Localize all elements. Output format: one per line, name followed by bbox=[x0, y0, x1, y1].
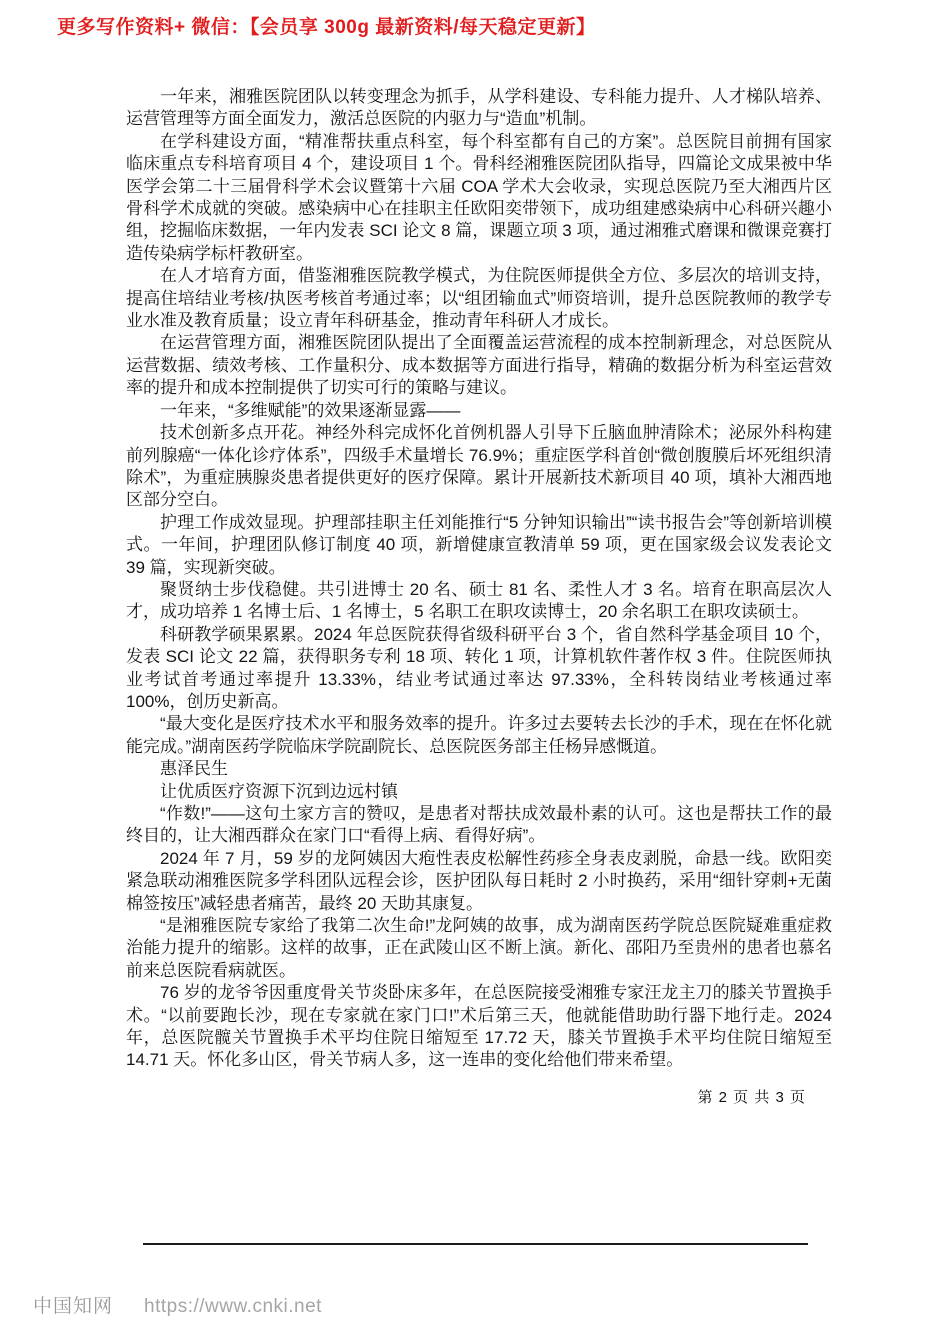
body-paragraph: 在学科建设方面，“精准帮扶重点科室，每个科室都有自己的方案”。总医院目前拥有国家临床重点专科培育项目 4 个，建设项目 1 个。骨科经湘雅医院团队指导，四篇论文成果被中华医学会第二十三届骨科学术会议暨第十六届 COA 学术大会收录，实现总医院乃至大湘西片区骨科学术成就的突破。感染病中心在挂职主任欧阳奕带领下，成功组建感染病中心科研兴趣小组，挖掘临床数据，一年内发表 SCI 论文 8 篇，课题立项 3 项，通过湘雅式磨课和微课竞赛打造传染病学标杆教研室。 bbox=[126, 131, 832, 263]
body-paragraph: 护理工作成效显现。护理部挂职主任刘能推行“5 分钟知识输出”“读书报告会”等创新培训模式。一年间，护理团队修订制度 40 项，新增健康宣教清单 59 项，更在国家级会议发表论文 39 篇，实现新突破。 bbox=[126, 512, 832, 577]
body-paragraph: 2024 年 7 月，59 岁的龙阿姨因大疱性表皮松解性药疹全身表皮剥脱，命悬一线。欧阳奕紧急联动湘雅医院多学科团队远程会诊，医护团队每日耗时 2 小时换药，采用“细针穿刺+无菌棉签按压”减轻患者痛苦，最终 20 天助其康复。 bbox=[126, 848, 832, 913]
body-paragraph: “是湘雅医院专家给了我第二次生命!”龙阿姨的故事，成为湖南医药学院总医院疑难重症救治能力提升的缩影。这样的故事，正在武陵山区不断上演。新化、邵阳乃至贵州的患者也慕名前来总医院看病就医。 bbox=[126, 916, 832, 980]
body-paragraph: 76 岁的龙爷爷因重度骨关节炎卧床多年，在总医院接受湘雅专家汪龙主刀的膝关节置换手术。“以前要跑长沙，现在专家就在家门口!”术后第三天，他就能借助助行器下地行走。2024 年，总医院髋关节置换手术平均住院日缩短至 17.72 天，膝关节置换手术平均住院日缩短至 14.71 天。怀化多山区，骨关节病人多，这一连串的变化给他们带来希望。 bbox=[126, 983, 832, 1070]
body-paragraph: “作数!”——这句土家方言的赞叹，是患者对帮扶成效最朴素的认可。这也是帮扶工作的最终目的，让大湘西群众在家门口“看得上病、看得好病”。 bbox=[126, 804, 832, 846]
body-paragraph: 一年来，“多维赋能”的效果逐渐显露—— bbox=[160, 400, 461, 420]
article-body bbox=[126, 86, 832, 1072]
body-paragraph: 在运营管理方面，湘雅医院团队提出了全面覆盖运营流程的成本控制新理念，对总医院从运营数据、绩效考核、工作量积分、成本数据等方面进行指导，精确的数据分析为科室运营效率的提升和成本控制提供了切实可行的策略与建议。 bbox=[126, 333, 832, 398]
body-paragraph: 一年来，湘雅医院团队以转变理念为抓手，从学科建设、专科能力提升、人才梯队培养、运营管理等方面全面发力，激活总医院的内驱力与“造血”机制。 bbox=[126, 87, 832, 129]
footer bbox=[33, 1291, 322, 1318]
body-paragraph: “最大变化是医疗技术水平和服务效率的提升。许多过去要转去长沙的手术，现在在怀化就能完成。”湖南医药学院临床学院副院长、总医院医务部主任杨异感慨道。 bbox=[126, 714, 832, 756]
promo-header: 更多写作资料+ 微信：【会员享 300g 最新资料/每天稳定更新】 bbox=[57, 17, 596, 38]
body-paragraph: 在人才培育方面，借鉴湘雅医院教学模式，为住院医师提供全方位、多层次的培训支持，提高住培结业考核/执医考核首考通过率；以“组团输血式”师资培训，提升总医院教师的教学专业水准及教育质量；设立青年科研基金，推动青年科研人才成长。 bbox=[126, 266, 832, 331]
cnki-brand-text: 中国知网 bbox=[33, 1296, 114, 1317]
body-paragraph: 科研教学硕果累累。2024 年总医院获得省级科研平台 3 个，省自然科学基金项目 10 个，发表 SCI 论文 22 篇，获得职务专利 18 项、转化 1 项，计算机软件著作权 3 件。住院医师执业考试首考通过率提升 13.33%，结业考试通过率达 97.33%，全科转岗结业考核通过率 100%，创历史新高。 bbox=[126, 624, 832, 711]
body-paragraph: 技术创新多点开花。神经外科完成怀化首例机器人引导下丘脑血肿清除术；泌尿外科构建前列腺癌“一体化诊疗体系”，四级手术量增长 76.9%；重症医学科首创“微创腹膜后坏死组织清除术”，为重症胰腺炎患者提供更好的医疗保障。累计开展新技术新项目 40 项，填补大湘西地区部分空白。 bbox=[126, 423, 832, 510]
footer-divider bbox=[143, 1243, 808, 1245]
page-indicator: 第 2 页 共 3 页 bbox=[697, 1089, 806, 1106]
section-heading: 惠泽民生 bbox=[160, 759, 228, 779]
cnki-url-text: https://www.cnki.net bbox=[144, 1296, 322, 1317]
body-paragraph: 聚贤纳士步伐稳健。共引进博士 20 名、硕士 81 名、柔性人才 3 名。培育在职高层次人才，成功培养 1 名博士后、1 名博士，5 名职工在职攻读博士，20 余名职工在职攻读硕士。 bbox=[126, 579, 832, 622]
section-subheading: 让优质医疗资源下沉到边远村镇 bbox=[160, 781, 398, 801]
